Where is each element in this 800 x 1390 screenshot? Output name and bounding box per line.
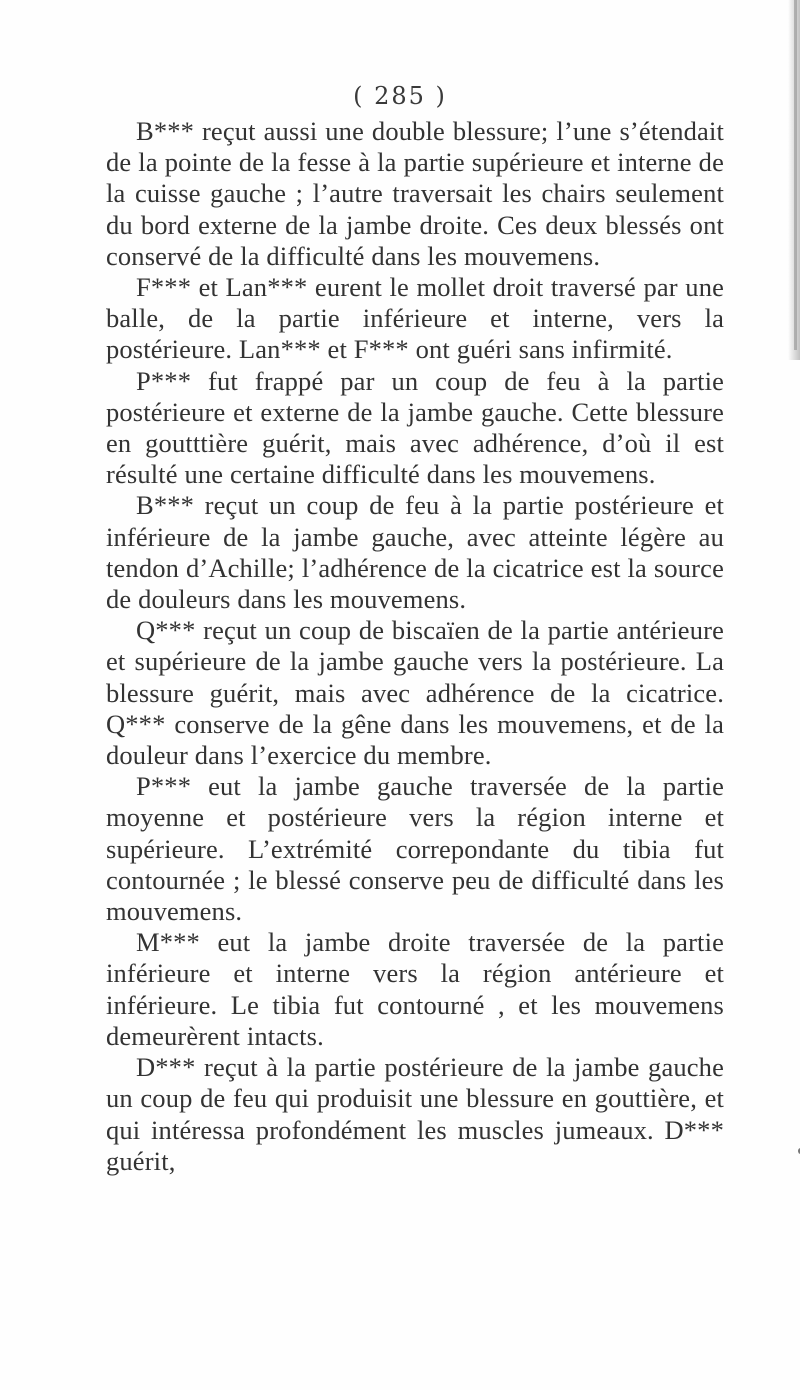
paragraph: B*** reçut un coup de feu à la partie postérieure et inférieure de la jambe gauche, avec atteinte légère au tendon d’Achille; l’adhérence de la cicatrice est la source de douleurs dans les mouvemens.	[106, 490, 724, 615]
paragraph: P*** eut la jambe gauche traversée de la partie moyenne et postérieure vers la région interne et supérieure. L’extrémité correpondante du tibia fut contournée ; le blessé conserve peu de difficulté dans les mouvemens.	[106, 771, 724, 927]
paragraph: Q*** reçut un coup de biscaïen de la partie antérieure et supérieure de la jambe gauche vers la postérieure. La blessure guérit, mais avec adhérence de la cicatrice. Q*** conserve de la gêne dans les mouvemens, et de la douleur dans l’exercice du membre.	[106, 615, 724, 771]
page-number: ( 285 )	[353, 82, 447, 110]
paragraph: D*** reçut à la partie postérieure de la jambe gauche un coup de feu qui produisit une blessure en gouttière, et qui intéressa profondément les muscles jumeaux. D*** guérit,	[106, 1052, 724, 1176]
paragraph: B*** reçut aussi une double blessure; l’une s’étendait de la pointe de la fesse à la partie supérieure et interne de la cuisse gauche ; l’autre traversait les chairs seulement du bord externe de la jambe droite. Ces deux blessés ont conservé de la difficulté dans les mouvemens.	[106, 116, 724, 271]
paragraph: F*** et Lan*** eurent le mollet droit traversé par une balle, de la partie inférieure et interne, vers la postérieure. Lan*** et F*** ont guéri sans infirmité.	[106, 272, 724, 365]
body-text	[106, 116, 724, 1177]
paragraph: P*** fut frappé par un coup de feu à la partie postérieure et externe de la jambe gauche. Cette blessure en goutttière guérit, mais avec adhérence, d’où il est résulté une certaine difficulté dans les mouvemens.	[106, 365, 724, 490]
paragraph: M*** eut la jambe droite traversée de la partie inférieure et interne vers la région antérieure et inférieure. Le tibia fut contourné , et les mouvemens demeurèrent intacts.	[106, 927, 724, 1051]
page-edge-mark	[794, 0, 797, 350]
